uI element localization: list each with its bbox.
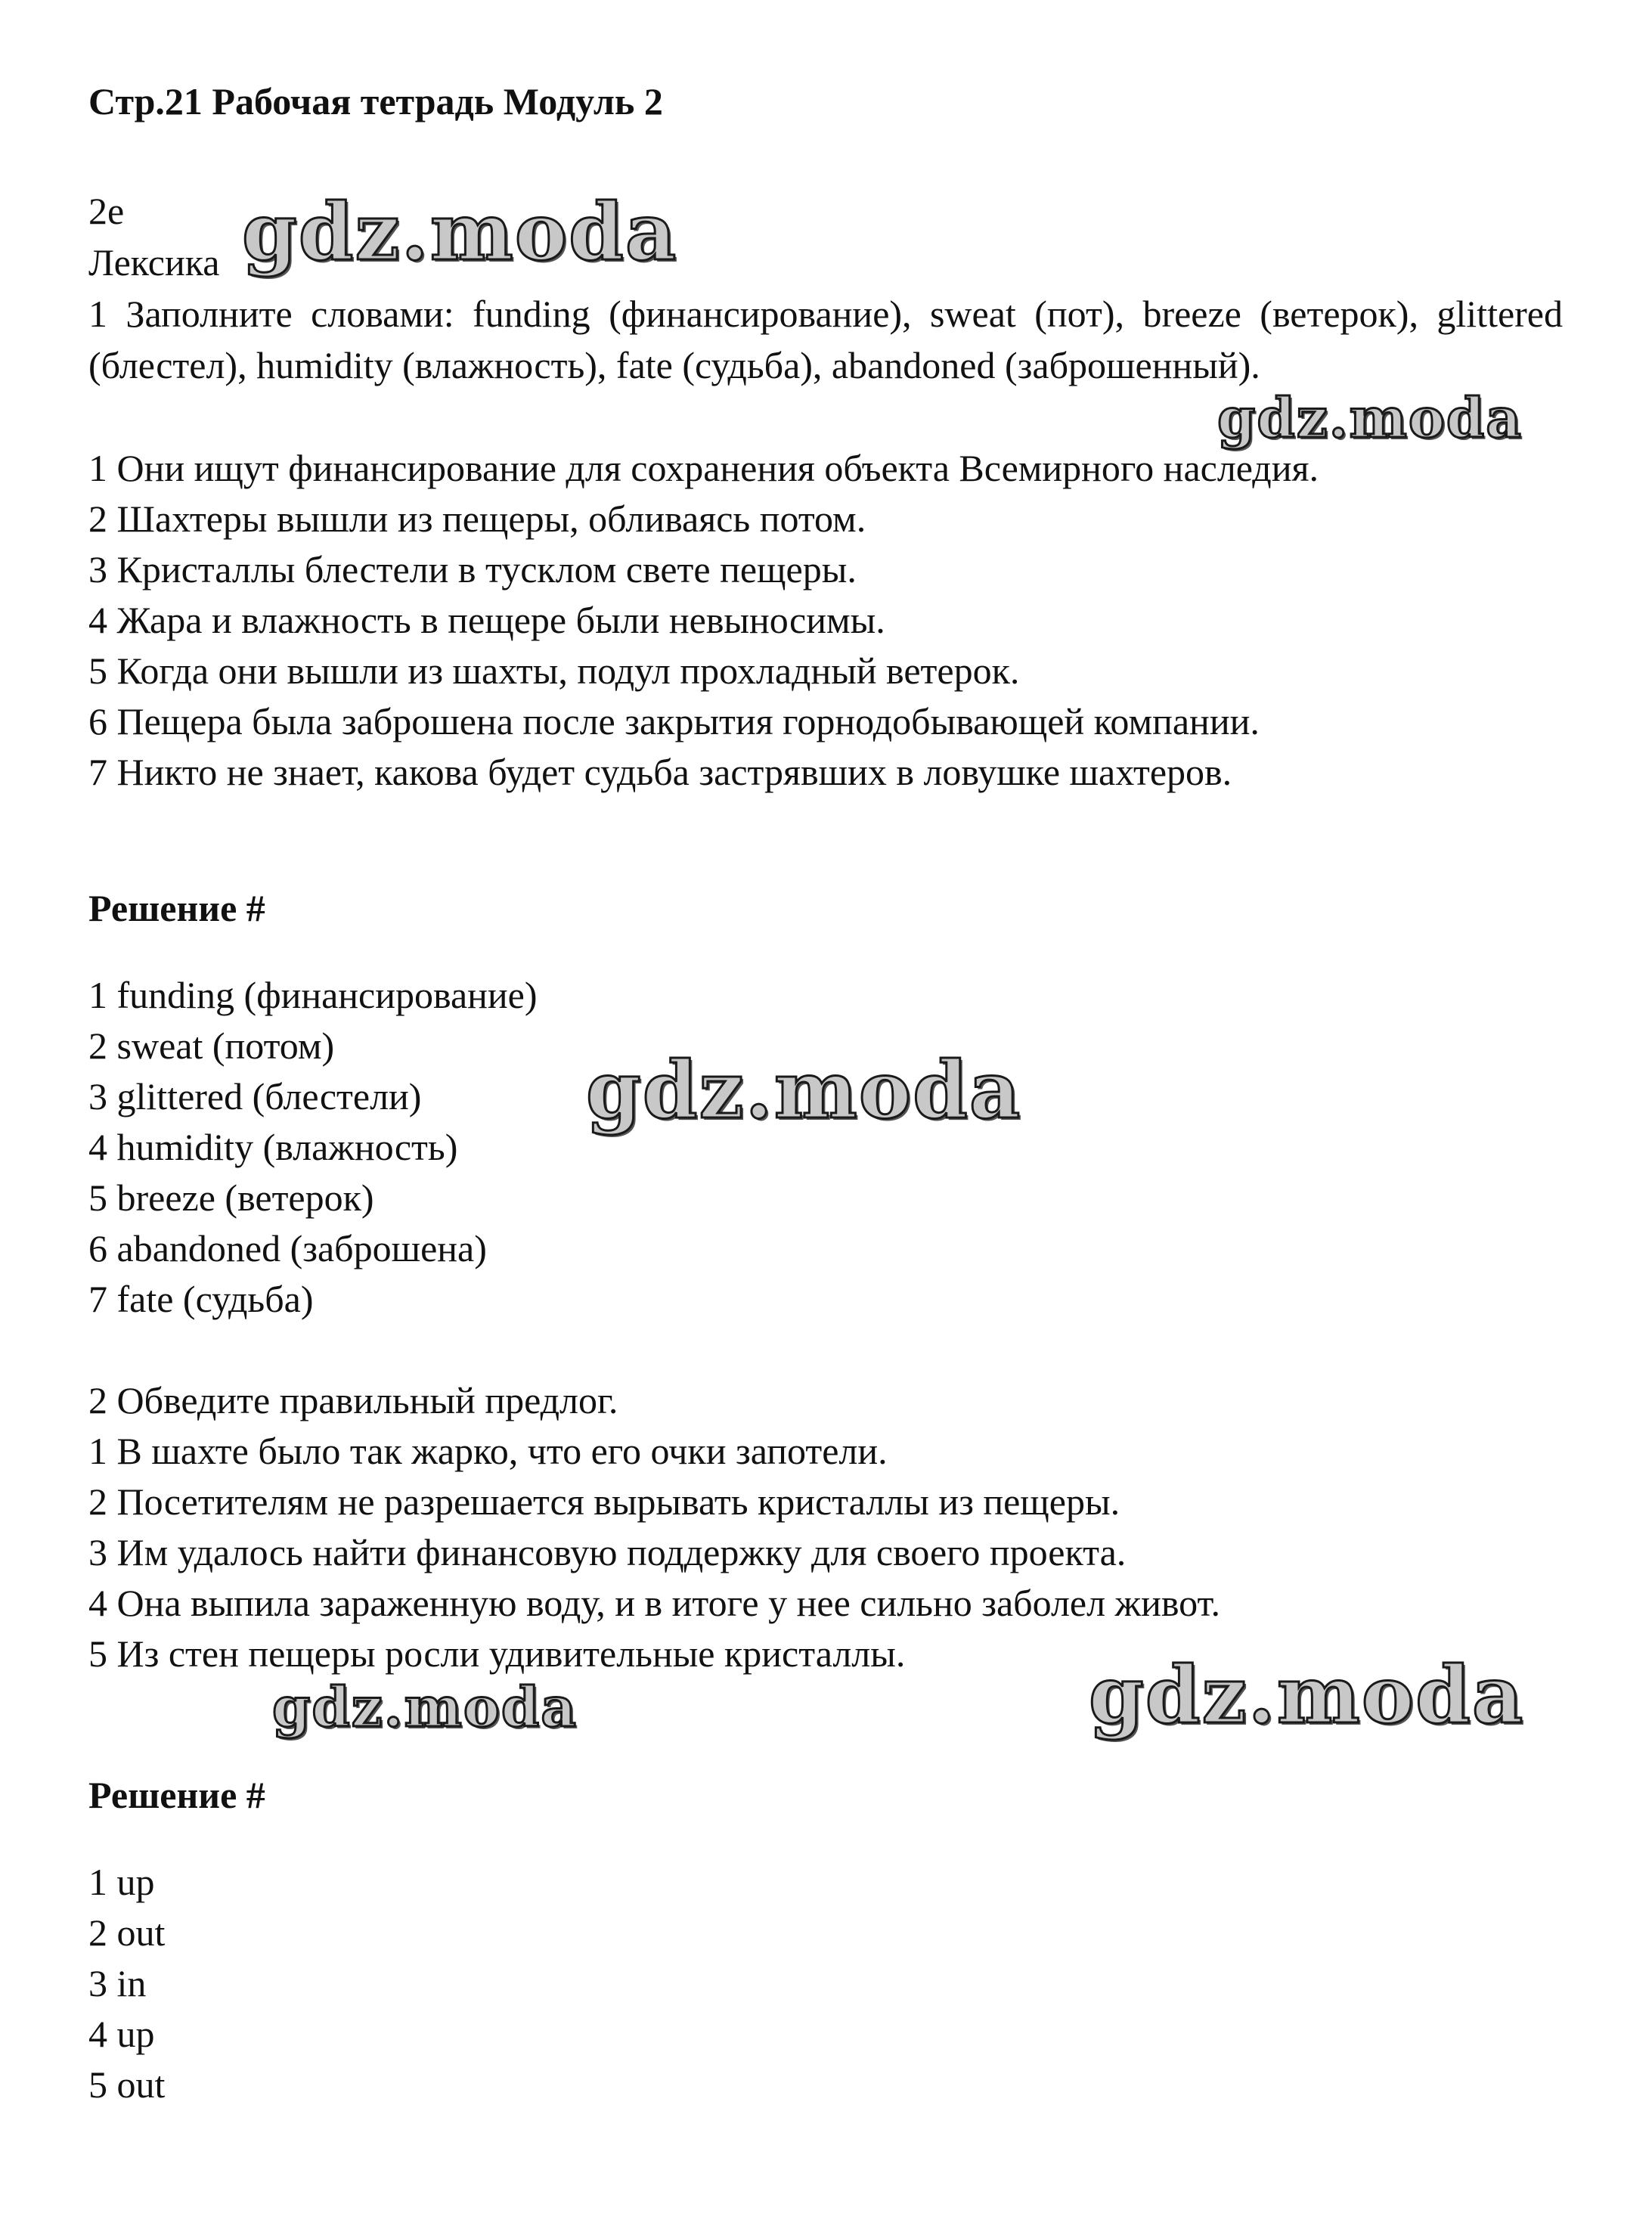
solution-1-answer: 6 abandoned (заброшена) [88, 1227, 487, 1269]
watermark-logo: gdz.moda [1217, 386, 1523, 450]
watermark-logo: gdz.moda [242, 185, 678, 278]
exercise-1-instruction: 1 Заполните словами: funding (финансирование), sweat (пот), breeze (ветерок), glittered (блестел), humidity (влажность), fate (судьба), abandoned (заброшенный). [88, 293, 1563, 386]
solution-1-answer: 7 fate (судьба) [88, 1278, 314, 1320]
watermark-logo: gdz.moda [586, 1043, 1022, 1136]
exercise-1-item: 5 Когда они вышли из шахты, подул прохладный ветерок. [88, 649, 1020, 692]
solution-1-answer: 2 sweat (потом) [88, 1025, 335, 1067]
exercise-1-item: 1 Они ищут финансирование для сохранения объекта Всемирного наследия. [88, 447, 1319, 489]
exercise-2-item: 1 В шахте было так жарко, что его очки запотели. [88, 1430, 888, 1472]
exercise-1-item: 3 Кристаллы блестели в тусклом свете пещеры. [88, 548, 857, 591]
solution-2-answer: 2 out [88, 1911, 166, 1954]
exercise-1-item: 6 Пещера была заброшена после закрытия горнодобывающей компании. [88, 700, 1260, 742]
solution-1-answer: 5 breeze (ветерок) [88, 1176, 374, 1219]
solution-2-heading: Решение # [88, 1774, 265, 1816]
section-code: 2e [88, 190, 125, 232]
page-title: Стр.21 Рабочая тетрадь Модуль 2 [88, 80, 663, 122]
solution-1-heading: Решение # [88, 887, 265, 929]
exercise-1-item: 2 Шахтеры вышли из пещеры, обливаясь потом. [88, 498, 866, 540]
solution-2-answer: 4 up [88, 2013, 155, 2055]
watermark-logo: gdz.moda [1089, 1648, 1525, 1741]
exercise-2-item: 4 Она выпила зараженную воду, и в итоге у нее сильно заболел живот. [88, 1582, 1221, 1624]
solution-2-answer: 5 out [88, 2063, 166, 2106]
solution-2-answer: 3 in [88, 1962, 147, 2004]
exercise-2-item: 3 Им удалось найти финансовую поддержку для своего проекта. [88, 1531, 1127, 1573]
solution-2-answer: 1 up [88, 1861, 155, 1903]
solution-1-answer: 3 glittered (блестели) [88, 1075, 422, 1118]
solution-1-answer: 4 humidity (влажность) [88, 1126, 458, 1168]
exercise-1-item: 7 Никто не знает, какова будет судьба застрявших в ловушке шахтеров. [88, 751, 1232, 793]
watermark-logo: gdz.moda [272, 1675, 578, 1739]
exercise-2-instruction: 2 Обведите правильный предлог. [88, 1379, 618, 1421]
exercise-2-item: 5 Из стен пещеры росли удивительные кристаллы. [88, 1632, 906, 1675]
exercise-2-item: 2 Посетителям не разрешается вырывать кристаллы из пещеры. [88, 1480, 1120, 1523]
solution-1-answer: 1 funding (финансирование) [88, 974, 538, 1016]
exercise-1-item: 4 Жара и влажность в пещере были невыносимы. [88, 599, 885, 641]
section-label: Лексика [88, 241, 220, 284]
